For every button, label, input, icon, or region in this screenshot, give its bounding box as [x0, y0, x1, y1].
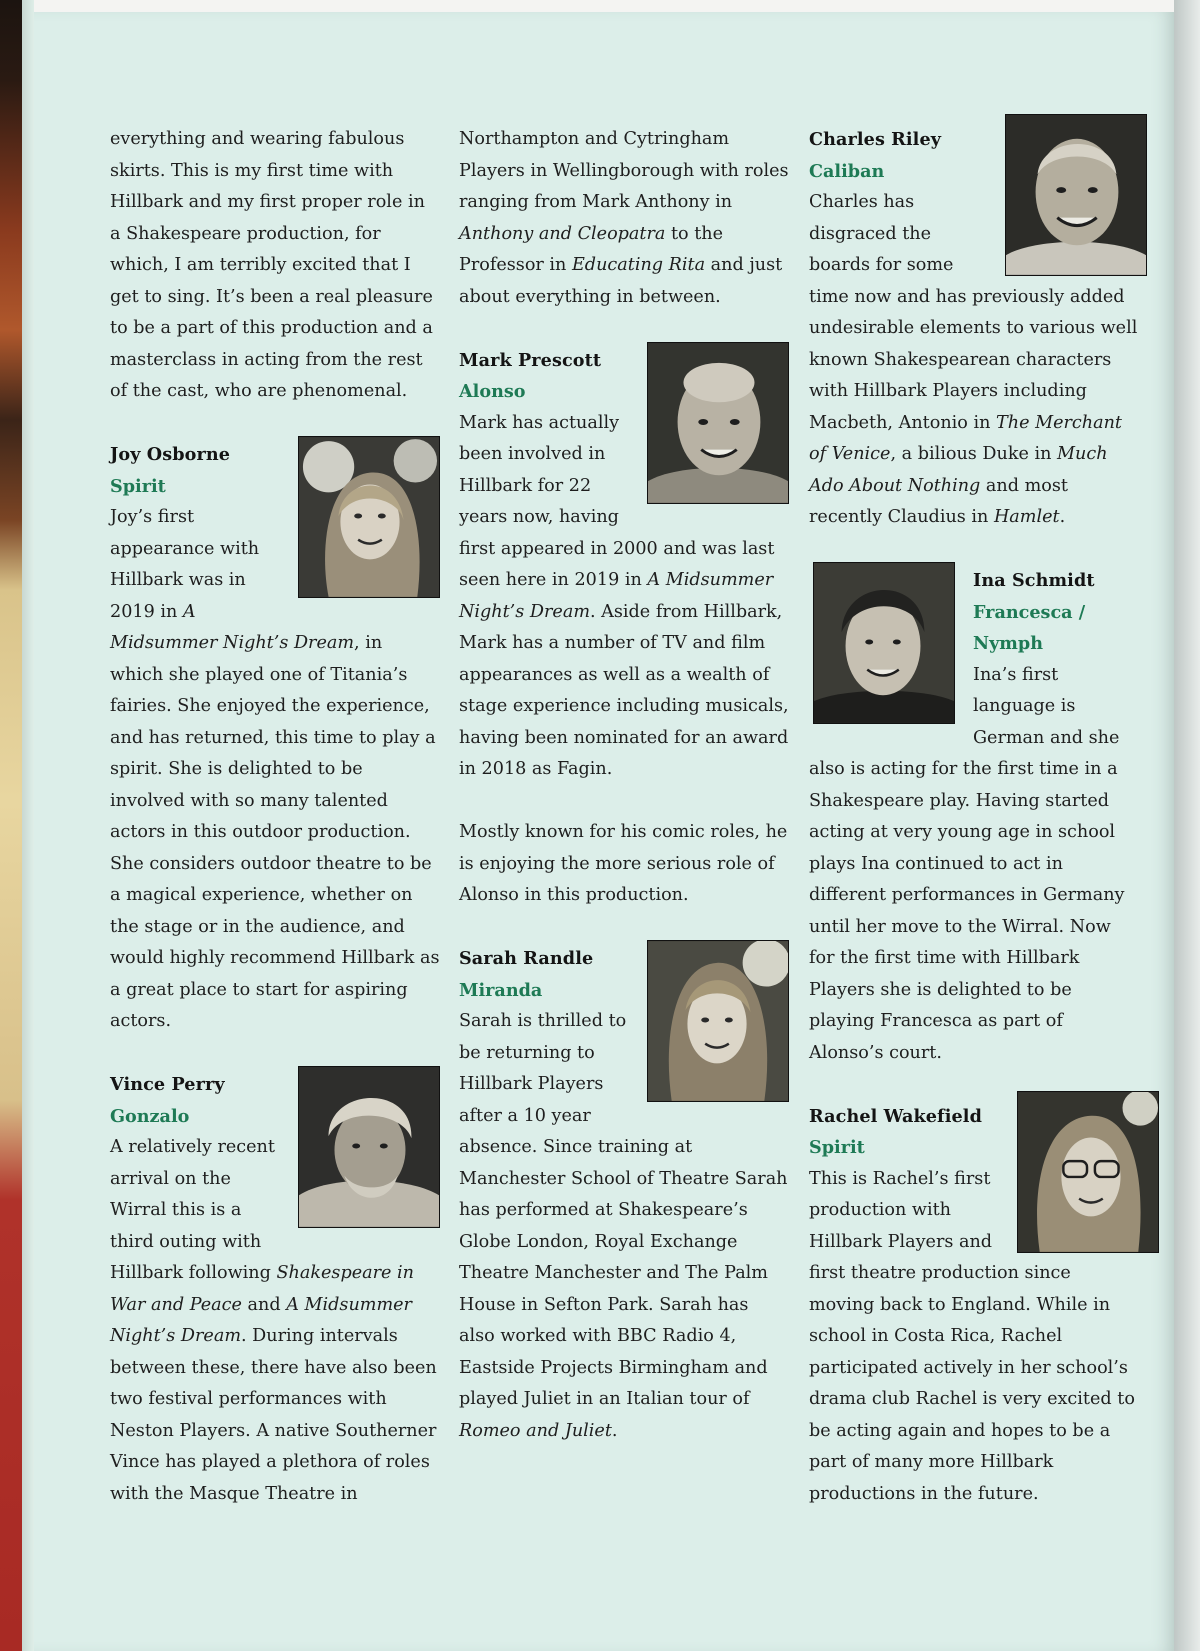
cast-entry-rachel-wakefield: [809, 1101, 1139, 1511]
bio-text: and: [241, 1294, 287, 1315]
bio-title: A Midsummer Night’s Dream: [459, 570, 774, 622]
portrait-sarah-randle: [647, 940, 789, 1102]
portrait-joy-osborne: [298, 436, 440, 598]
cast-name: Rachel Wakefield: [809, 1105, 982, 1127]
bio-text: A relatively recent arrival on the Wirral this is a third outing with Hillbark following: [110, 1137, 277, 1283]
portrait-photo: [299, 1067, 439, 1227]
bio-text: . Aside from Hillbark, Mark has a number of TV and film appearances as well as a wealth of stage experience including musicals, having been nominated for an award in 2018 as Fagin.: [459, 601, 789, 779]
portrait-photo: [648, 343, 788, 503]
portrait-charles-riley: [1005, 114, 1147, 276]
cast-name: Ina Schmidt: [973, 570, 1095, 591]
cast-role: Spirit: [809, 1137, 865, 1158]
cast-role: Caliban: [809, 160, 885, 182]
cast-role: Francesca / Nymph: [973, 601, 1086, 654]
cast-entry-charles-riley: [809, 124, 1139, 534]
column-1: [110, 124, 440, 1510]
cast-name: Sarah Randle: [459, 948, 594, 969]
bio-text: Northampton and Cytringham Players in Wellingborough with roles ranging from Mark Anthony in: [459, 129, 789, 212]
portrait-photo: [299, 437, 439, 597]
continued-bio: everything and wearing fabulous skirts. This is my first time with Hillbark and my first proper role in a Shakespeare production, for which, I am terribly excited that I get to sing. It’s been a real pleasure to be a part of this production and a masterclass in acting from the rest of the cast, who are phenomenal.: [110, 129, 433, 401]
portrait-photo: [1006, 115, 1146, 275]
portrait-rachel-wakefield: [1017, 1091, 1159, 1253]
cast-bio: Ina’s first language is German and she also is acting for the first time in a Shakespeare play. Having started acting at very young age in school plays Ina continued to act in different performances in Germany until her move to the Wirral. Now for the first time with Hillbark Players she is delighted to be playing Francesca as part of Alonso’s court.: [809, 664, 1125, 1063]
column-2: [459, 124, 789, 1447]
portrait-vince-perry: [298, 1066, 440, 1228]
cast-role: Spirit: [110, 475, 166, 497]
portrait-photo: [1018, 1092, 1158, 1252]
bio-title: Anthony and Cleopatra: [459, 223, 666, 244]
bio-title: The Merchant of Venice: [809, 412, 1122, 464]
bio-title: Much Ado About Nothing: [809, 444, 1108, 496]
bio-text: .: [1059, 507, 1066, 527]
continued-bio: [459, 124, 789, 313]
cast-entry-vince-perry: [110, 1069, 440, 1510]
cast-bio: Mostly known for his comic roles, he is enjoying the more serious role of Alonso in this production.: [459, 822, 788, 905]
bio-text: .: [611, 1420, 618, 1441]
cast-role: Gonzalo: [110, 1105, 190, 1127]
bio-text: Joy’s first appearance with Hillbark was in 2019 in: [110, 507, 260, 622]
magazine-spine: [0, 0, 22, 1651]
bio-text: , a bilious Duke in: [890, 444, 1058, 464]
bio-text: , in which she played one of Titania’s fairies. She enjoyed the experience, and has returned, this time to play a spirit. She is delighted to be involved with so many talented actors in this outdoor production. She considers outdoor theatre to be a magical experience, whether on the stage or in the audience, and would highly recommend Hillbark as a great place to start for aspiring actors.: [110, 633, 440, 1031]
bio-text: to the Professor in: [459, 223, 724, 275]
cast-name: Vince Perry: [110, 1074, 225, 1095]
cast-bio: This is Rachel’s first production with Hillbark Players and first theatre production since moving back to England. While in school in Costa Rica, Rachel participated actively in her school’s drama club Rachel is very excited to be acting again and hopes to be a part of many more Hillbark productions in the future.: [809, 1168, 1135, 1504]
cast-entry-joy-osborne: [110, 439, 440, 1038]
cast-entry-mark-prescott: [459, 345, 789, 912]
page-gutter: [22, 0, 34, 1651]
cast-entry-sarah-randle: [459, 943, 789, 1447]
bio-text: . During intervals between these, there have also been two festival performances with Neston Players. A native Southerner Vince has played a plethora of roles with the Masque Theatre in: [110, 1326, 437, 1504]
bio-text: Sarah is thrilled to be returning to Hillbark Players after a 10 year absence. Since training at Manchester School of Theatre Sarah has performed at Shakespeare’s Globe London, Royal Exchange Theatre Manchester and The Palm House in Sefton Park. Sarah has also worked with BBC Radio 4, Eastside Projects Birmingham and played Juliet in an Italian tour of: [459, 1011, 788, 1409]
portrait-mark-prescott: [647, 342, 789, 504]
portrait-photo: [648, 941, 788, 1101]
cast-name: Charles Riley: [809, 129, 942, 150]
bio-text: Mark has actually been involved in Hillbark for 22 years now, having first appeared in 2000 and was last seen here in 2019 in: [459, 412, 775, 590]
bio-text: Charles has disgraced the boards for some time now and has previously added undesirable elements to various well known Shakespearean characters with Hillbark Players including Macbeth, Antonio in: [809, 192, 1138, 433]
cast-entry-ina-schmidt: [809, 565, 1139, 1069]
bio-title: Shakespeare in War and Peace: [110, 1263, 414, 1315]
bio-title: Hamlet: [993, 507, 1060, 527]
bio-text: and most recently Claudius in: [809, 475, 1068, 527]
bio-title: A Midsummer Night’s Dream: [110, 1294, 412, 1346]
bio-text: and just about everything in between.: [459, 255, 783, 307]
cast-name: Joy Osborne: [110, 444, 231, 465]
page-edge: [1174, 0, 1200, 1651]
cast-role: Miranda: [459, 979, 543, 1001]
portrait-photo: [814, 563, 954, 723]
bio-title: Romeo and Juliet: [459, 1420, 612, 1441]
cast-name: Mark Prescott: [459, 349, 602, 371]
bio-title: A Midsummer Night’s Dream: [110, 601, 355, 653]
bio-title: Educating Rita: [571, 255, 706, 275]
cast-role: Alonso: [459, 381, 526, 402]
column-3: [809, 124, 1139, 1510]
portrait-ina-schmidt: [813, 562, 955, 724]
